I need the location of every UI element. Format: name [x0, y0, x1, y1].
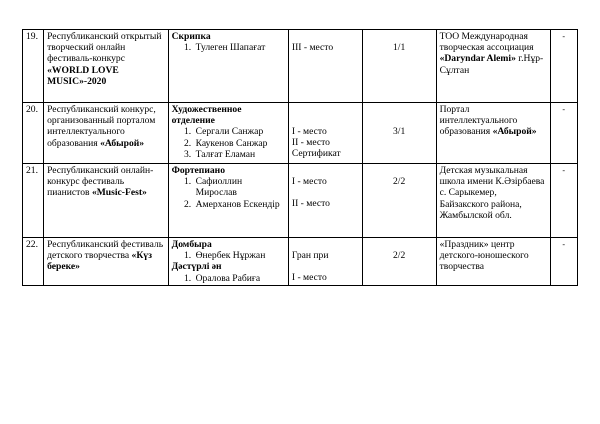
participant-list: [172, 42, 285, 53]
place-cell: [288, 30, 362, 103]
participant-list: [172, 250, 285, 261]
participant-list: [172, 176, 285, 210]
category-label: Домбыра: [171, 239, 212, 250]
event-cell: [44, 103, 169, 164]
count-cell: [362, 164, 436, 238]
note-cell: -: [550, 238, 577, 286]
event-text: Республиканский открытый творческий онлайн фестиваль-конкурс: [47, 31, 162, 65]
participant-name: 1. Өнербек Нұржан: [194, 250, 285, 261]
note-cell: -: [550, 164, 577, 238]
participant-list: [172, 273, 285, 284]
note-cell: -: [550, 103, 577, 164]
organizer-city: г.Нұр-Сұлтан: [439, 53, 544, 76]
participant-name: 1. Сергали Санжар: [194, 126, 285, 137]
category-label: Художественное отделение: [171, 104, 242, 127]
event-text: Республиканский конкурс, организованный порталом интеллектуального образования: [47, 104, 156, 149]
place-cell: [288, 238, 362, 286]
awards-table: [22, 29, 578, 286]
count-cell: [362, 238, 436, 286]
participants-cell: [168, 238, 288, 286]
event-title: «Music-Fest»: [91, 187, 147, 199]
organizer-cell: [436, 103, 550, 164]
row-number: 22.: [23, 238, 44, 286]
place-line: ІІ - место: [291, 198, 330, 210]
table-row: [23, 164, 578, 238]
place-line: ІІ - место: [291, 137, 330, 149]
participants-cell: [168, 164, 288, 238]
table-row: [23, 238, 578, 286]
participant-name: 1. Сафиоллин Мирослав: [194, 176, 285, 198]
participant-name: 2. Амерханов Ескендір: [194, 199, 285, 210]
organizer-bold: «Абырой»: [492, 126, 537, 138]
count-value: 2/2: [393, 176, 406, 187]
count-cell: [362, 30, 436, 103]
participant-name: 1. Оралова Рабиға: [194, 273, 285, 284]
event-cell: [44, 164, 169, 238]
event-text: Республиканский онлайн-конкурс фестиваль пианистов: [47, 165, 154, 199]
organizer-bold: «Daryndar Alemi»: [439, 53, 516, 65]
place-line: І - место: [291, 126, 327, 137]
note-cell: -: [550, 30, 577, 103]
organizer-text: Портал интеллектуального образования: [439, 104, 518, 138]
row-number: 20.: [23, 103, 44, 164]
place-line: Гран при: [291, 250, 329, 261]
organizer-text: «Праздник» центр детского-юношеского творчества: [439, 239, 529, 273]
event-text: Республиканский фестиваль детского творчества: [47, 239, 164, 262]
event-title: «WORLD LOVE MUSIC»-2020: [47, 64, 119, 87]
category-label: Дәстүрлі ән: [171, 261, 222, 273]
organizer-text: Детская музыкальная школа имени К.Әзірбаева с. Сарыкемер, Байзакского района, Жамбылской обл.: [439, 165, 545, 221]
participants-cell: [168, 30, 288, 103]
table-row: [23, 30, 578, 103]
participant-name: 1. Тулеген Шапағат: [194, 42, 285, 53]
organizer-cell: [436, 30, 550, 103]
category-label: Скрипка: [171, 31, 211, 42]
row-number: 21.: [23, 164, 44, 238]
event-cell: [44, 30, 169, 103]
place-cell: [288, 103, 362, 164]
category-label: Фортепиано: [171, 165, 225, 176]
organizer-cell: [436, 164, 550, 238]
count-value: 3/1: [393, 126, 406, 137]
organizer-text: ТОО Международная творческая ассоциация: [439, 31, 534, 54]
organizer-cell: [436, 238, 550, 286]
place-cell: [288, 164, 362, 238]
participants-cell: [168, 103, 288, 164]
count-value: 2/2: [393, 250, 406, 261]
row-number: 19.: [23, 30, 44, 103]
event-cell: [44, 238, 169, 286]
place-line: ІІІ - место: [291, 42, 334, 53]
participant-list: [172, 126, 285, 160]
participant-name: 2. Каукенов Санжар: [194, 138, 285, 149]
count-value: 1/1: [393, 42, 406, 53]
table-row: [23, 103, 578, 164]
count-cell: [362, 103, 436, 164]
event-title: «Абырой»: [100, 137, 145, 149]
participant-name: 3. Талғат Еламан: [194, 149, 285, 160]
event-title: «Күз береке»: [47, 250, 152, 273]
place-line: І - место: [291, 176, 327, 187]
place-line: Сертификат: [291, 148, 341, 160]
place-line: І - место: [291, 272, 327, 284]
